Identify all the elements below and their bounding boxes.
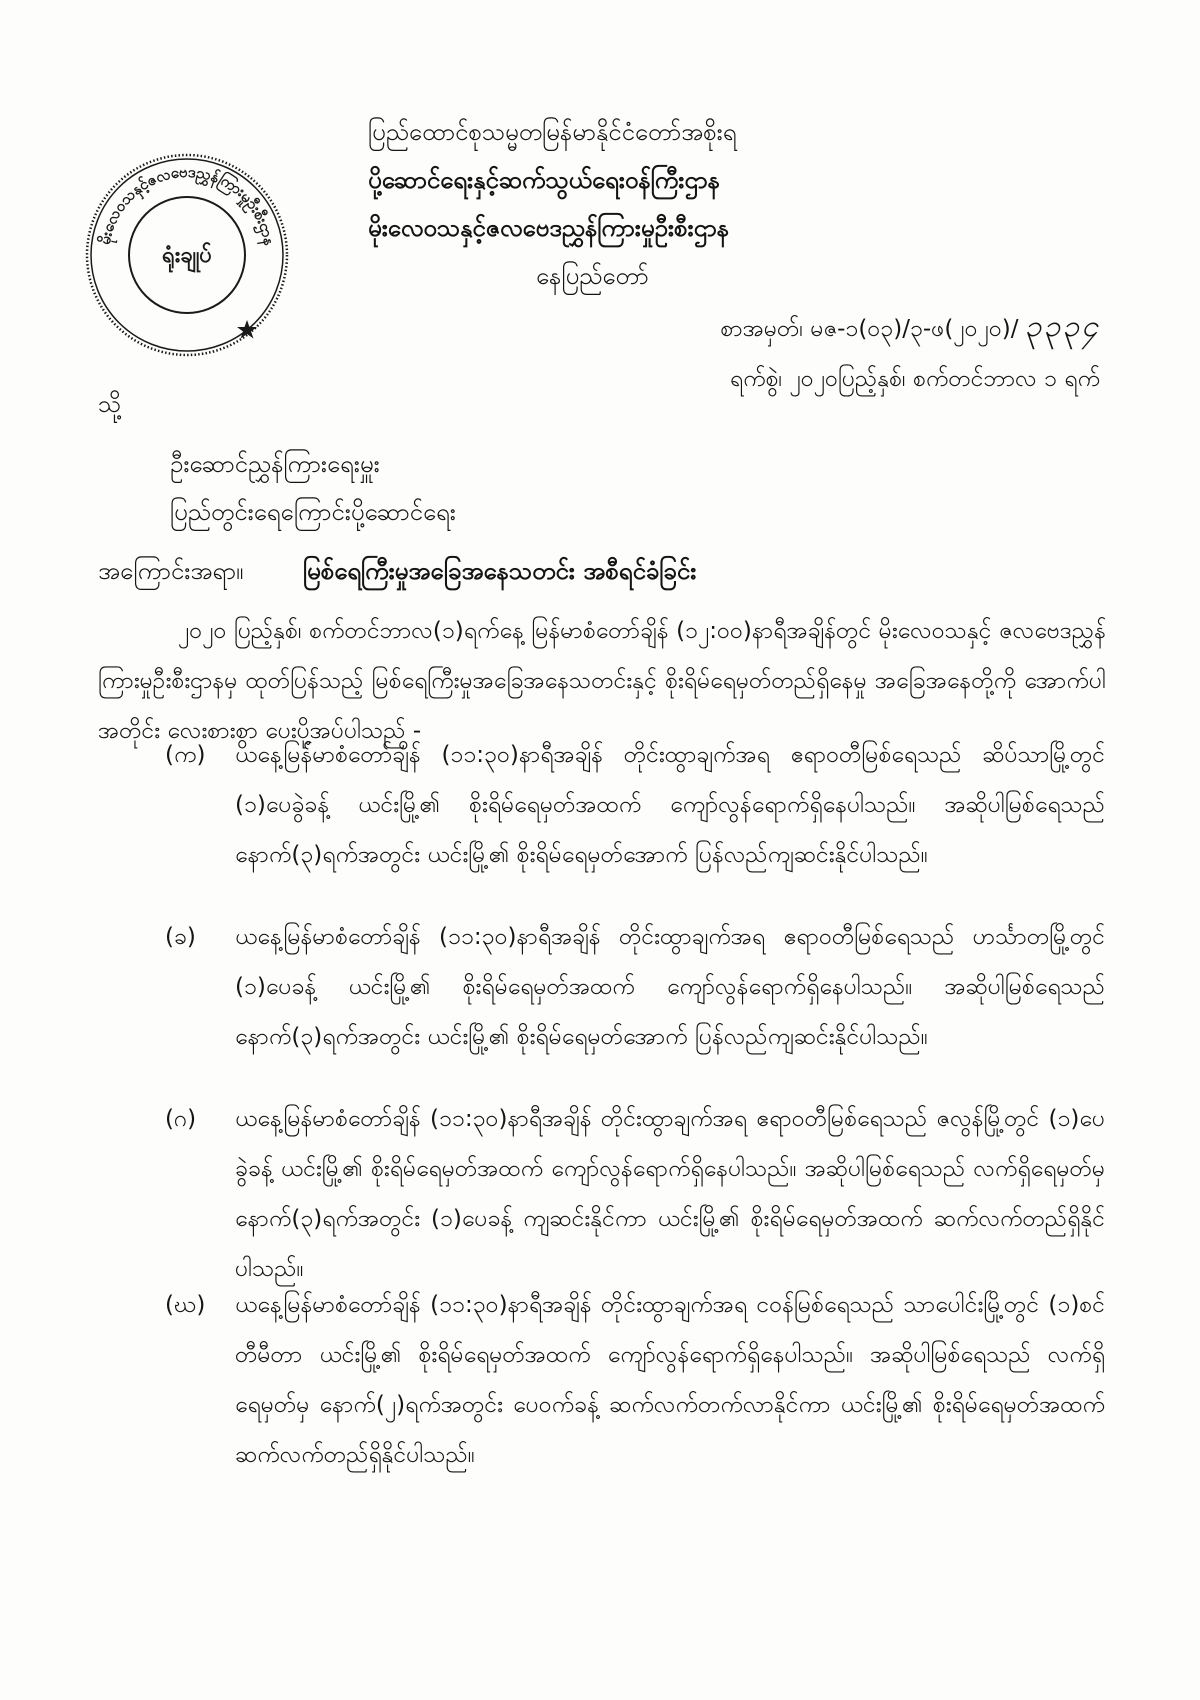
government-name: ပြည်ထောင်စုသမ္မတမြန်မာနိုင်ငံတော်အစိုးရ: [368, 118, 737, 146]
letter-date: ရက်စွဲ၊ ၂၀၂၀ပြည့်နှစ်၊ စက်တင်ဘာလ ၁ ရက်: [729, 366, 1100, 392]
letter-number: [720, 302, 1100, 354]
seal-graphic: [82, 150, 292, 360]
letterhead: [368, 108, 968, 300]
to-label: သို့: [98, 390, 122, 418]
handwritten-number: ၃၃၃၄: [1024, 309, 1100, 344]
item-marker: (ဂ): [165, 1106, 197, 1132]
department-name: မိုးလေဝသနှင့်ဇလဗေဒညွှန်ကြားမှုဦးစီးဌာန: [368, 214, 730, 242]
item-text: ယနေ့မြန်မာစံတော်ချိန် (၁၁:၃၀)နာရီအချိန် တိုင်းထွာချက်အရ ဧရာဝတီမြစ်ရေသည် ဆိပ်သာမြို့တွင် (၁)ပေခွဲခန့် ယင်းမြို့၏ စိုးရိမ်ရေမှတ်အထက် ကျော်လွန်ရောက်ရှိနေပါသည်။ အဆိုပါမြစ်ရေသည် နောက်(၃)ရက်အတွင်း ယင်းမြို့၏ စိုးရိမ်ရေမှတ်အောက် ပြန်လည်ကျဆင်းနိုင်ပါသည်။: [235, 742, 1105, 868]
recipient-block: [170, 440, 456, 536]
recipient-title: ဦးဆောင်ညွှန်ကြားရေးမှူး: [170, 450, 380, 478]
item-text: ယနေ့မြန်မာစံတော်ချိန် (၁၁:၃၀)နာရီအချိန် တိုင်းထွာချက်အရ ဧရာဝတီမြစ်ရေသည် ဟင်္သာတမြို့တွင် (၁)ပေခန့် ယင်းမြို့၏ စိုးရိမ်ရေမှတ်အထက် ကျော်လွန်ရောက်ရှိနေပါသည်။ အဆိုပါမြစ်ရေသည် နောက်(၃)ရက်အတွင်း ယင်းမြို့၏ စိုးရိမ်ရေမှတ်အောက် ပြန်လည်ကျဆင်းနိုင်ပါသည်။: [235, 924, 1105, 1050]
city-name: နေပြည်တော်: [536, 262, 649, 290]
item-text: ယနေ့မြန်မာစံတော်ချိန် (၁၁:၃၀)နာရီအချိန် တိုင်းထွာချက်အရ ဧရာဝတီမြစ်ရေသည် ဇလွန်မြို့တွင် (၁)ပေခွဲခန့် ယင်းမြို့၏ စိုးရိမ်ရေမှတ်အထက် ကျော်လွန်ရောက်ရှိနေပါသည်။ အဆိုပါမြစ်ရေသည် လက်ရှိရေမှတ်မှ နောက်(၃)ရက်အတွင်း (၁)ပေခန့် ကျဆင်းနိုင်ကာ ယင်းမြို့၏ စိုးရိမ်ရေမှတ်အထက် ဆက်လက်တည်ရှိနိုင်ပါသည်။: [235, 1106, 1105, 1282]
official-seal: [82, 150, 292, 360]
intro-paragraph: ၂၀၂၀ ပြည့်နှစ်၊ စက်တင်ဘာလ(၁)ရက်နေ့ မြန်မာစံတော်ချိန် (၁၂:၀၀)နာရီအချိန်တွင် မိုးလေဝသနှင့် ဇလဗေဒညွှန်ကြားမှုဦးစီးဌာနမှ ထုတ်ပြန်သည့် မြစ်ရေကြီးမှုအခြေအနေသတင်းနှင့် စိုးရိမ်ရေမှတ်တည်ရှိနေမှု အခြေအနေတို့ကို အောက်ပါအတိုင်း လေးစားစွာ ပေးပို့အပ်ပါသည် -: [98, 618, 1106, 744]
subject-line: [98, 555, 696, 591]
item-marker: (ဃ): [165, 1292, 206, 1318]
subject-title: မြစ်ရေကြီးမှုအခြေအနေသတင်း အစီရင်ခံခြင်း: [303, 557, 697, 585]
ministry-name: ပို့ဆောင်ရေးနှင့်ဆက်သွယ်ရေးဝန်ကြီးဌာန: [368, 166, 720, 194]
list-item: [165, 912, 1105, 1062]
item-marker: (ခ): [165, 924, 196, 950]
subject-label: အကြောင်းအရာ။: [98, 557, 244, 585]
list-item: [165, 1280, 1105, 1480]
letter-number-text: စာအမှတ်၊ မဇ-၁(၀၃)/၃-ဖ(၂၀၂၀)/: [720, 316, 1019, 342]
recipient-organization: ပြည်တွင်းရေကြောင်းပို့ဆောင်ရေး: [170, 498, 456, 526]
list-item: [165, 1094, 1105, 1294]
seal-ring-text: မိုးလေဝသနှင့်ဇလဗေဒညွှန်ကြားမှုဦးစီးဌာန: [95, 162, 279, 247]
item-text: ယနေ့မြန်မာစံတော်ချိန် (၁၁:၃၀)နာရီအချိန် တိုင်းထွာချက်အရ ငဝန်မြစ်ရေသည် သာပေါင်းမြို့တွင် (၁)စင်တီမီတာ ယင်းမြို့၏ စိုးရိမ်ရေမှတ်အထက် ကျော်လွန်ရောက်ရှိနေပါသည်။ အဆိုပါမြစ်ရေသည် လက်ရှိရေမှတ်မှ နောက်(၂)ရက်အတွင်း ပေဝက်ခန့် ဆက်လက်တက်လာနိုင်ကာ ယင်းမြို့၏ စိုးရိမ်ရေမှတ်အထက် ဆက်လက်တည်ရှိနိုင်ပါသည်။: [235, 1292, 1105, 1468]
list-item: [165, 730, 1105, 880]
reference-block: [720, 302, 1100, 404]
seal-center-text: ရုံးချုပ်: [162, 243, 212, 268]
item-marker: (က): [165, 742, 206, 768]
